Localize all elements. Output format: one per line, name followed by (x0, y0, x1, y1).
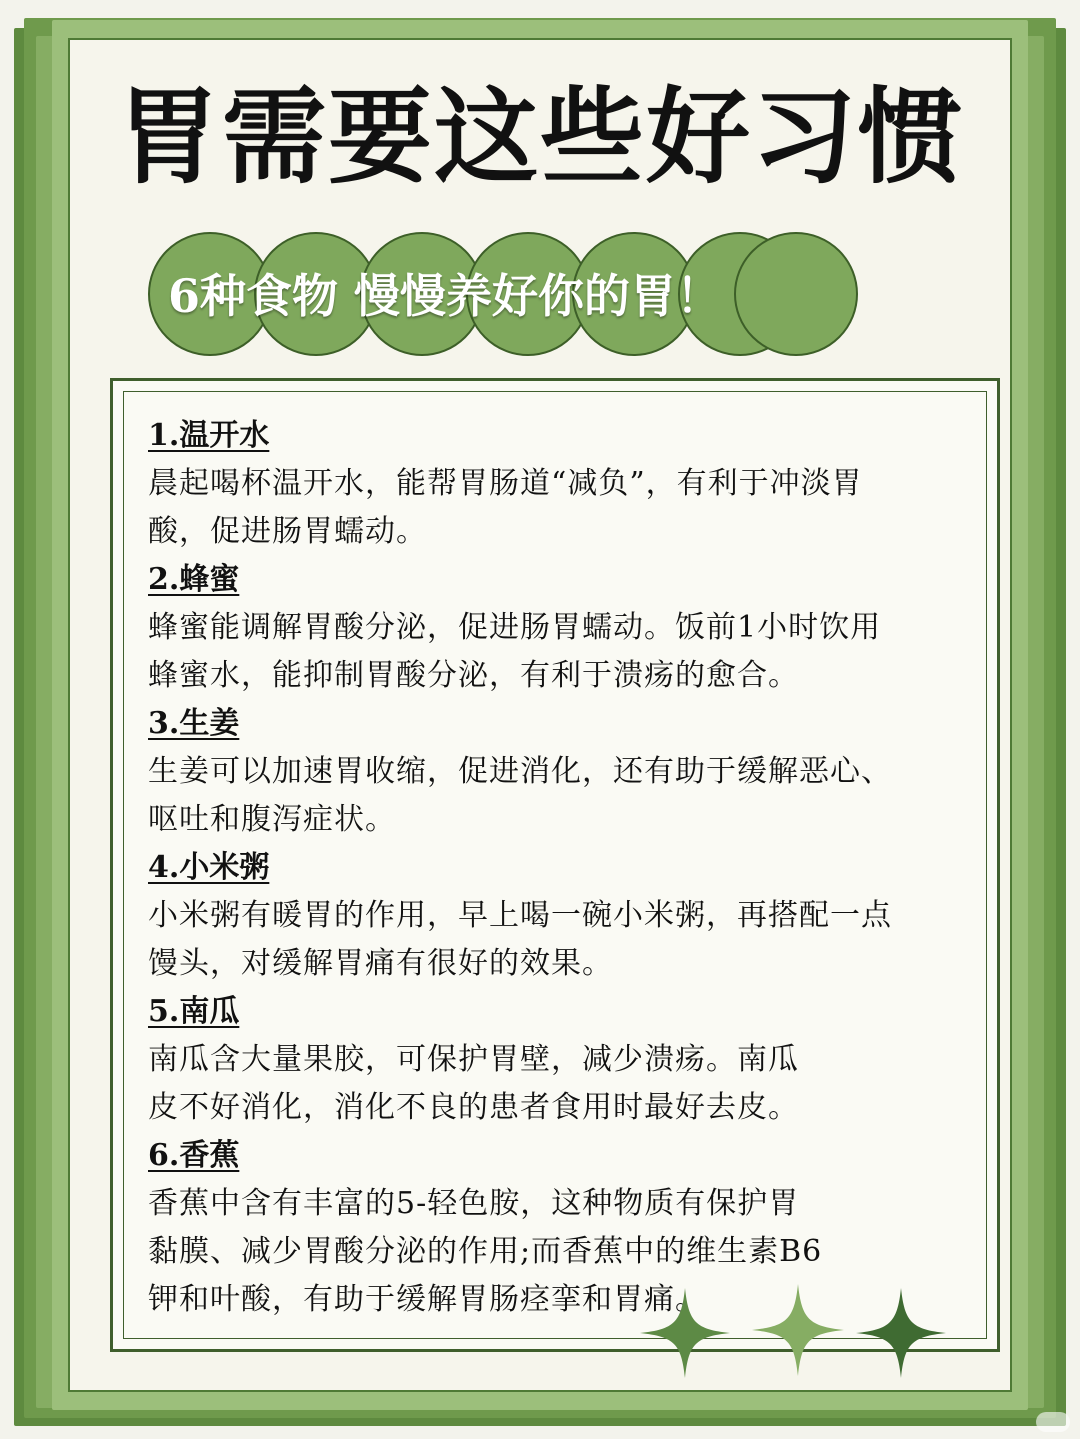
item-text-line: 馒头，对缓解胃痛有很好的效果。 (148, 946, 613, 981)
item-text-line: 生姜可以加速胃收缩，促进消化，还有助于缓解恶心、 (148, 754, 892, 789)
item-heading: 4.小米粥 (148, 850, 270, 885)
item-text-line: 南瓜含大量果胶，可保护胃壁，减少溃疡。南瓜 (148, 1042, 799, 1077)
item-text-line: 黏膜、减少胃酸分泌的作用;而香蕉中的维生素B6 (148, 1234, 823, 1269)
item-heading: 6.香蕉 (148, 1138, 240, 1173)
sparkle-icon (752, 1284, 844, 1376)
item-text-line: 小米粥有暖胃的作用，早上喝一碗小米粥，再搭配一点 (148, 898, 892, 933)
sparkle-decoration (640, 1280, 960, 1390)
item-text-line: 蜂蜜能调解胃酸分泌，促进肠胃蠕动。饭前1小时饮用 (148, 610, 882, 645)
item-text-line: 香蕉中含有丰富的5-轻色胺，这种物质有保护胃 (148, 1186, 800, 1221)
subtitle: 6种食物 慢慢养好你的胃！ (168, 269, 723, 323)
sparkle-icon (640, 1288, 730, 1378)
item-text-line: 钾和叶酸，有助于缓解胃肠痉挛和胃痛。 (148, 1282, 706, 1317)
page-title: 胃需要这些好习惯 (115, 76, 964, 198)
item-heading: 3.生姜 (148, 706, 240, 741)
item-text-line: 蜂蜜水，能抑制胃酸分泌，有利于溃疡的愈合。 (148, 658, 799, 693)
watermark-logo (1036, 1412, 1070, 1432)
item-text-line: 酸，促进肠胃蠕动。 (148, 514, 427, 549)
item-heading: 2.蜂蜜 (148, 562, 240, 597)
food-list (148, 412, 978, 1324)
item-heading: 5.南瓜 (148, 994, 240, 1029)
item-text-line: 呕吐和腹泻症状。 (148, 802, 396, 837)
item-heading: 1.温开水 (148, 418, 270, 453)
item-text-line: 皮不好消化，消化不良的患者食用时最好去皮。 (148, 1090, 799, 1125)
sparkle-icon (856, 1288, 946, 1378)
item-text-line: 晨起喝杯温开水，能帮胃肠道“减负”，有利于冲淡胃 (148, 466, 863, 501)
